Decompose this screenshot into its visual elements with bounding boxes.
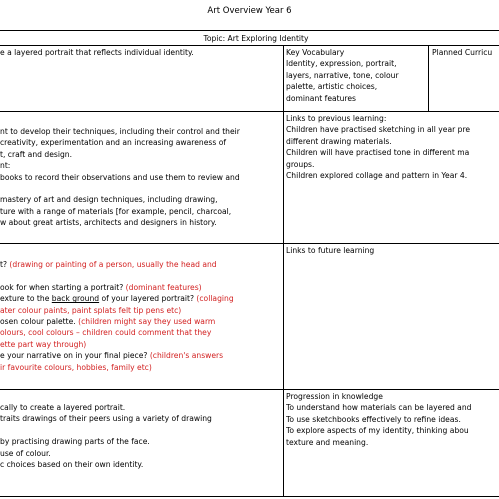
nc-line: w about great artists, architects and designers in history. [0, 218, 217, 228]
links-previous-cell [286, 113, 470, 181]
vocab-line: palette, artistic choices, [286, 82, 378, 92]
vocab-line: Identity, expression, portrait, [286, 59, 397, 69]
objective-text: e a layered portrait that reflects individual identity. [0, 48, 194, 57]
outcome-line: c choices based on their own identity. [0, 460, 144, 470]
key-questions-cell [0, 259, 234, 373]
links-previous-line: Children explored collage and pattern in Year 4. [286, 171, 468, 181]
nc-line: t, craft and design. [0, 149, 72, 159]
nc-line [0, 183, 240, 194]
nc-line: nt to develop their techniques, including their control and their [0, 127, 240, 136]
links-future-heading: Links to future learning [286, 246, 375, 255]
nc-line: nt: [0, 161, 11, 171]
question-line: exture to the back ground of your layered portrait? (collaging [0, 294, 234, 304]
outcome-line: cally to create a layered portrait. [0, 403, 126, 412]
question-line: t? (drawing or painting of a person, usually the head and [0, 260, 217, 269]
links-previous-line: Children will have practised tone in different ma [286, 148, 470, 158]
question-line: osen colour palette. (children might say they used warm [0, 317, 216, 327]
links-previous-line: different drawing materials. [286, 136, 392, 146]
key-vocabulary-cell [286, 47, 399, 104]
question-line: ir favourite colours, hobbies, family etc) [0, 362, 152, 372]
question-line: ook for when starting a portrait? (dominant features) [0, 282, 202, 292]
nc-line: books to record their observations and use them to review and [0, 172, 240, 182]
links-previous-line: Children have practised sketching in all year pre [286, 125, 471, 135]
row-divider [0, 389, 499, 390]
question-line: ette part way through) [0, 339, 87, 349]
vocab-line: layers, narrative, tone, colour [286, 70, 399, 80]
links-previous-heading: Links to previous learning: [286, 114, 387, 123]
outcomes-cell [0, 402, 212, 470]
progression-line: To use sketchbooks effectively to refine ideas. [286, 414, 461, 424]
row-divider [0, 45, 499, 46]
topic-heading: Topic: Art Exploring Identity [203, 34, 309, 43]
question-line: ater colour paints, paint splats felt tip pens etc) [0, 305, 182, 315]
row-divider [0, 111, 499, 112]
question-line [0, 270, 234, 281]
progression-cell [286, 391, 471, 448]
row-divider [0, 243, 499, 244]
outcome-line: traits drawings of their peers using a variety of drawing [0, 414, 212, 424]
planned-curriculum-heading: Planned Curricu [432, 48, 493, 57]
question-line: olours, cool colours – children could comment that they [0, 328, 212, 338]
document-title: Art Overview Year 6 [207, 6, 292, 16]
outcome-line: use of colour. [0, 448, 51, 458]
key-vocabulary-heading: Key Vocabulary [286, 48, 345, 57]
vocab-line: dominant features [286, 93, 357, 103]
progression-line: To understand how materials can be layered and [286, 403, 472, 413]
column-divider [428, 45, 429, 111]
nc-line: creativity, experimentation and an increasing awareness of [0, 138, 227, 148]
question-line: e your narrative on in your final piece? (children's answers [0, 351, 224, 361]
outcome-line: by practising drawing parts of the face. [0, 437, 150, 447]
nc-line: ture with a range of materials [for example, pencil, charcoal, [0, 206, 232, 216]
progression-line: To explore aspects of my identity, thinking abou [286, 426, 469, 436]
progression-heading: Progression in knowledge [286, 392, 383, 401]
outcome-line [0, 425, 212, 436]
progression-line: texture and meaning. [286, 437, 369, 447]
links-previous-line: groups. [286, 159, 315, 169]
nc-line: mastery of art and design techniques, including drawing, [0, 195, 218, 205]
national-curriculum-cell [0, 126, 240, 229]
column-divider [283, 45, 284, 496]
overview-table [0, 30, 499, 497]
